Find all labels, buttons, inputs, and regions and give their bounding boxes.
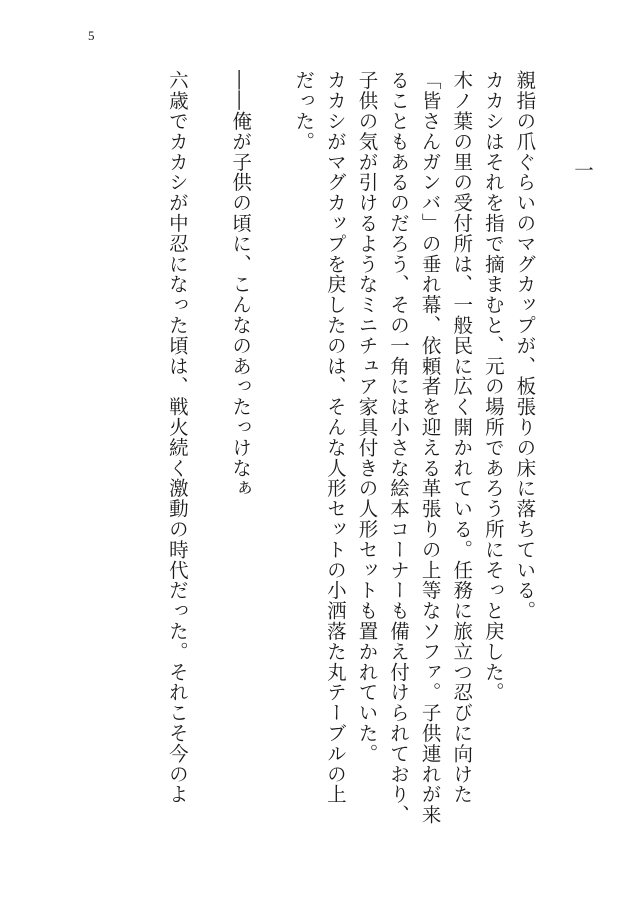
paragraph-line: 六歳でカカシが中忍になった頃は、戦火続く激動の時代だった。それこそ今のよ <box>165 70 189 805</box>
paragraph-line: カカシはそれを指で摘まむと、元の場所であろう所にそっと戻した。 <box>481 70 505 703</box>
blank-line <box>193 70 225 870</box>
paragraph-line: 子供の気が引けるようなミニチュア家具付きの人形セットも置かれていた。 <box>355 70 379 764</box>
paragraph-line: 木ノ葉の里の受付所は、一般民に広く開かれている。任務に旅立つ忍びに向けた <box>450 70 474 805</box>
paragraph-line: ることもあるのだろう、その一角には小さな絵本コーナーも備え付けられており、 <box>387 70 411 825</box>
blank-line <box>256 70 288 870</box>
vertical-text-body <box>161 70 602 870</box>
paragraph-line: 「皆さんガンバ」の垂れ幕、依頼者を迎える革張りの上等なソファ。子供連れが来 <box>418 70 442 825</box>
paragraph-line: 親指の爪ぐらいのマグカップが、板張りの床に落ちている。 <box>513 70 537 621</box>
paragraph-line: カカシがマグカップを戻したのは、そんな人形セットの小洒落た丸テーブルの上 <box>323 70 347 805</box>
thought-line: ――俺が子供の頃に、こんなのあったっけなぁ <box>229 70 253 499</box>
paragraph-line: だった。 <box>292 70 316 152</box>
chapter-heading: 一 <box>571 160 594 181</box>
page-number: 5 <box>88 28 95 43</box>
